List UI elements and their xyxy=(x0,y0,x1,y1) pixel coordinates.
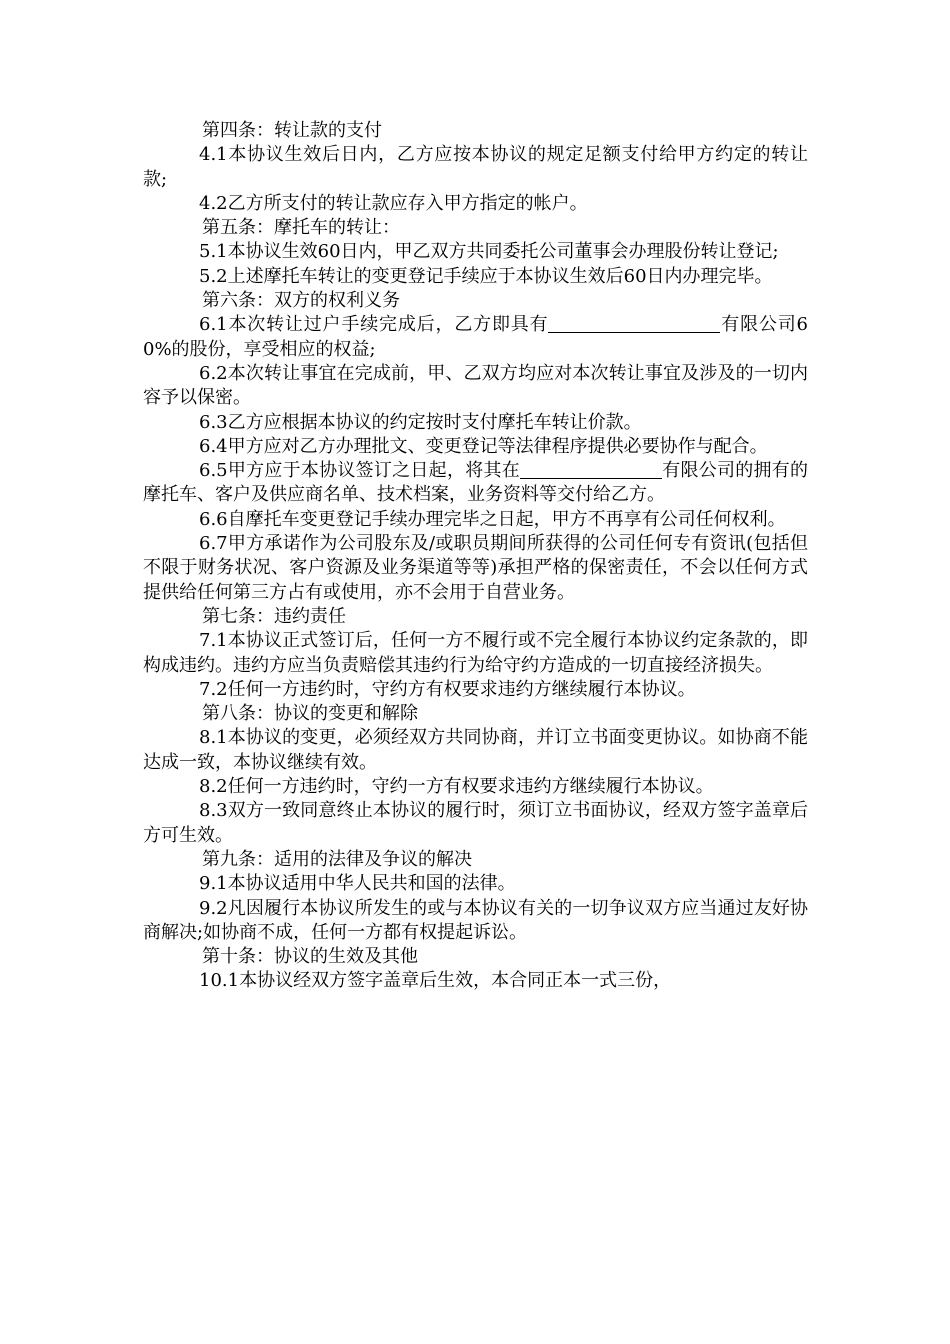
clause-paragraph: 5.2上述摩托车转让的变更登记手续应于本协议生效后60日内办理完毕。 xyxy=(199,265,773,287)
clause-text-after-blank: 有限公司的拥有的摩托车、客户及供应商名单、技术档案，业务资料等交付给乙方。 xyxy=(143,460,809,506)
section-heading: 第五条：摩托车的转让： xyxy=(202,217,400,239)
clause-paragraph: 4.1本协议生效后日内，乙方应按本协议的规定足额支付给甲方约定的转让款; xyxy=(143,144,808,190)
clause-paragraph: 6.4甲方应对乙方办理批文、变更登记等法律程序提供必要协作与配合。 xyxy=(199,435,768,457)
clause-text-before-blank: 6.5甲方应于本协议签订之日起，将其在 xyxy=(199,460,520,482)
clause-paragraph: 6.7甲方承诺作为公司股东及/或职员期间所获得的公司任何专有资讯(包括但不限于财务状况、客户资源及业务渠道等等)承担严格的保密责任，不会以任何方式提供给任何第三方占有或使用，亦不会用于自营业务。 xyxy=(143,533,808,603)
clause-paragraph: 6.3乙方应根据本协议的约定按时支付摩托车转让价款。 xyxy=(199,411,642,433)
section-heading: 第六条：双方的权利义务 xyxy=(202,290,400,312)
clause-paragraph: 9.1本协议适用中华人民共和国的法律。 xyxy=(199,873,516,895)
clause-paragraph: 6.6自摩托车变更登记手续办理完毕之日起，甲方不再享有公司任何权利。 xyxy=(199,508,786,530)
clause-paragraph: 8.2任何一方违约时，守约一方有权要求违约方继续履行本协议。 xyxy=(199,776,714,798)
clause-paragraph: 4.2乙方所支付的转让款应存入甲方指定的帐户。 xyxy=(199,192,588,214)
fill-in-blank-line xyxy=(520,460,662,479)
clause-paragraph-with-blank xyxy=(143,459,808,508)
fill-in-blank-line xyxy=(548,314,720,333)
clause-text-after-blank: 有限公司60%的股份，享受相应的权益; xyxy=(143,314,809,360)
clause-paragraph: 8.1本协议的变更，必须经双方共同协商，并订立书面变更协议。如协商不能达成一致，本协议继续有效。 xyxy=(143,727,808,773)
clause-paragraph: 7.2任何一方违约时，守约方有权要求违约方继续履行本协议。 xyxy=(199,678,696,700)
section-heading: 第八条：协议的变更和解除 xyxy=(202,703,418,725)
document-page xyxy=(143,119,808,994)
clause-paragraph: 10.1本协议经双方签字盖章后生效，本合同正本一式三份， xyxy=(199,970,672,992)
clause-paragraph: 9.2凡因履行本协议所发生的或与本协议有关的一切争议双方应当通过友好协商解决;如协商不成，任何一方都有权提起诉讼。 xyxy=(143,897,808,943)
clause-paragraph: 6.2本次转让事宜在完成前，甲、乙双方均应对本次转让事宜及涉及的一切内容予以保密。 xyxy=(143,362,808,409)
section-heading: 第七条：违约责任 xyxy=(202,605,346,627)
section-heading: 第十条：协议的生效及其他 xyxy=(202,946,418,968)
section-heading: 第九条：适用的法律及争议的解决 xyxy=(202,848,472,870)
clause-paragraph-with-blank xyxy=(143,313,808,362)
clause-paragraph: 5.1本协议生效60日内，甲乙双方共同委托公司董事会办理股份转让登记; xyxy=(199,241,779,263)
clause-paragraph: 8.3双方一致同意终止本协议的履行时，须订立书面协议，经双方签字盖章后方可生效。 xyxy=(143,800,808,846)
clause-text-before-blank: 6.1本次转让过户手续完成后，乙方即具有 xyxy=(199,314,549,336)
section-heading: 第四条：转让款的支付 xyxy=(202,120,382,141)
clause-paragraph: 7.1本协议正式签订后，任何一方不履行或不完全履行本协议约定条款的，即构成违约。违约方应当负责赔偿其违约行为给守约方造成的一切直接经济损失。 xyxy=(143,630,808,676)
